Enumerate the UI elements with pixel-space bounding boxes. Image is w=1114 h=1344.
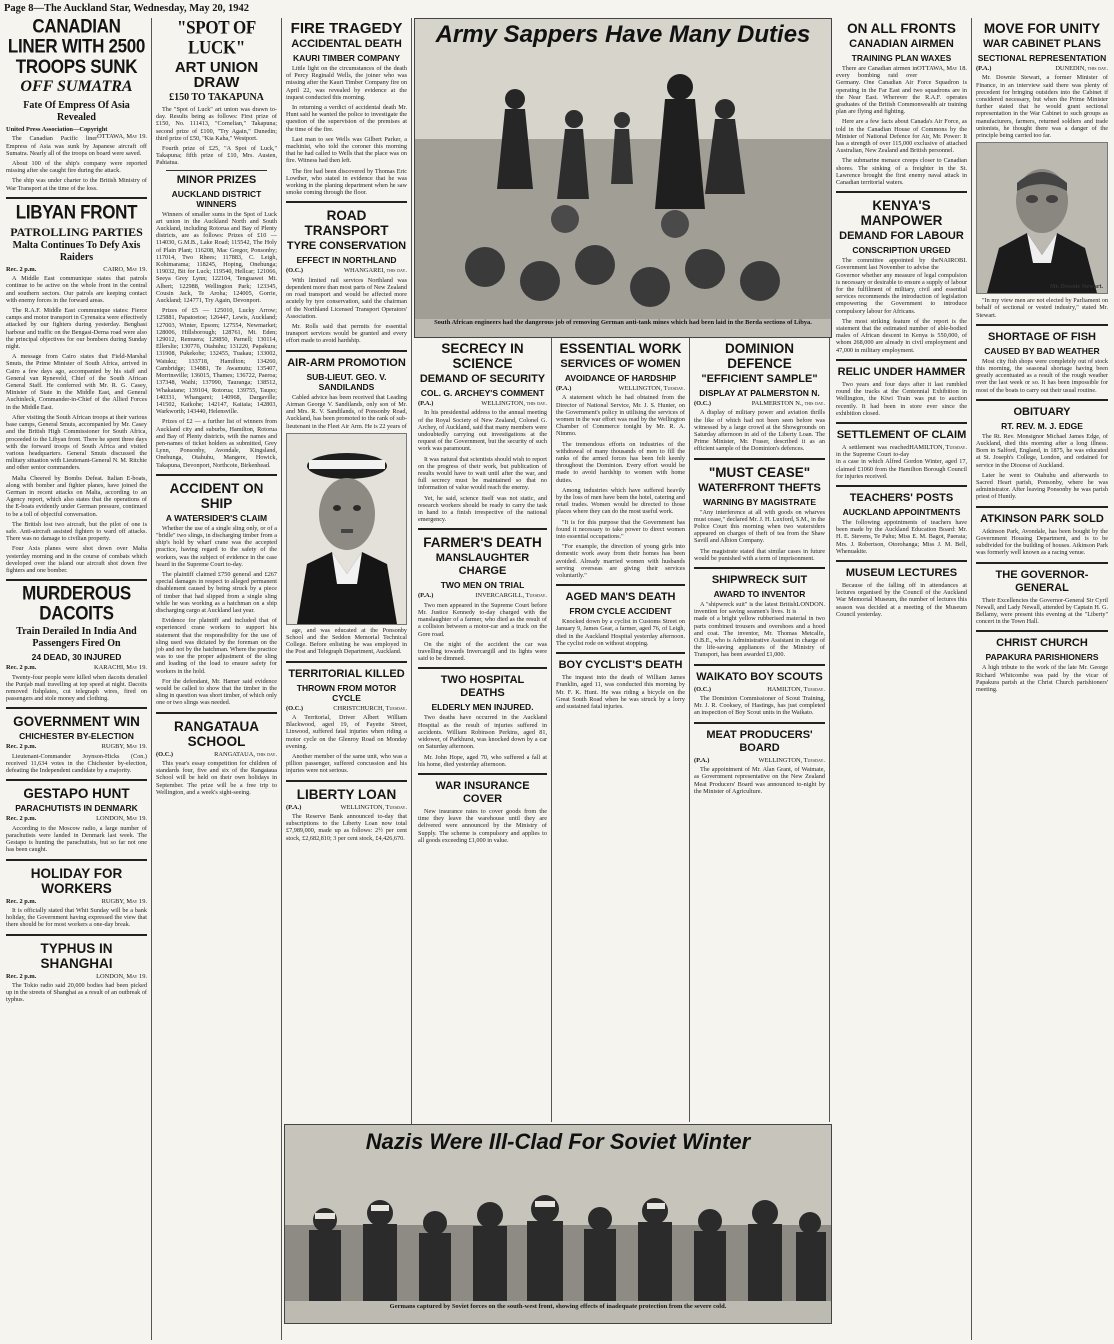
article-body: A display of military power and aviation thrills the like of which had not been seen before was witnessed by a large crowd at the Showgrounds on Saturday afternoon in aid of the Liberty Loan. The Prime Minister, Mr. Fraser, described it as an efficient sample of the Dominion's defences. <box>694 409 825 453</box>
article-body: Lieutenant-Commander Joynson-Hicks (Con.) received 11,634 votes in the Chichester by-election, defeating the Independent candidate by a majority. <box>6 752 147 775</box>
article-body: Yet, he said, science itself was not static, and research workers should be ready to carry the task in hand to a finish irrespective of the national emergency. <box>418 494 547 524</box>
photo-nazis-ill-clad <box>284 1124 832 1324</box>
article-body: The "Spot of Luck" art union was drawn to-day. Results being as follows: First prize of £150, No. 111413, "Cornelian," Takapuna; second prize of £100, "Try Again," Dunedin; third prize of £50, "Kia Kaha," Westport. <box>156 106 277 142</box>
article-body: In returning a verdict of accidental death Mr. Hunt said he wanted the police to investigate the question of the supervision of the premises at the time of the fire. <box>286 104 407 133</box>
column-3 <box>282 18 412 1130</box>
subhead-cycle-accident: FROM CYCLE ACCIDENT <box>569 606 672 617</box>
dateline: (P.A.) INVERCARGILL, Tuesday. <box>418 592 547 600</box>
headline-gestapo-hunt: GESTAPO HUNT <box>23 786 130 802</box>
article-body: Four Axis planes were shot down over Malta yesterday morning and in the course of combats which developed over the island our aircraft shot down five fighters and one bomber. <box>6 545 147 574</box>
headline-must-cease: "MUST CEASE" <box>708 464 811 480</box>
headline-aged-mans-death: AGED MAN'S DEATH <box>565 591 676 604</box>
headline-murderous-dacoits: MURDEROUS DACOITS <box>22 582 131 625</box>
dateline: United Press Association—Copyright OTTAWA, May 19. <box>6 126 147 141</box>
subhead-conscription-urged: CONSCRIPTION URGED <box>852 245 951 256</box>
headline-christ-church: CHRIST CHURCH <box>996 637 1088 650</box>
headline-essential-work: ESSENTIAL WORK <box>559 341 682 356</box>
article-body: This year's essay competition for children of standards four, five and six of the Rangataua School will be held on their own holidays in September. The prize will be a free trip to Wellington, and a week's sight-seeing. <box>156 760 277 796</box>
sappers-photo-image <box>415 19 831 319</box>
photo-caption-nazis: Germans captured by Soviet forces on the south-west front, showing effects of inadequate protection from the severe cold. <box>389 1303 727 1310</box>
subhead-canadian-airmen: CANADIAN AIRMEN <box>849 38 954 50</box>
headline-boy-cyclist: BOY CYCLIST'S DEATH <box>558 659 683 672</box>
photo-title-sappers: Army Sappers Have Many Duties <box>435 21 811 48</box>
article-body: The magistrate stated that similar cases in future would be punished with a term of imprisonment. <box>694 547 825 562</box>
article-body: Little light on the circumstances of the death of Percy Reginald Wells, the joiner who was missing after the Kauri Timber Company fire on April 22, was revealed by evidence at the inquest conducted this morning. <box>286 65 407 101</box>
headline-teachers-posts: TEACHERS' POSTS <box>849 491 954 504</box>
article-body: Here are a few facts about Canada's Air Force, as told in the Canadian House of Commons by the Minister of National Defence for Air, Mr. Power: It has a strength of over 115,000 exclusive of attached Australian, New Zealand and British personnel. <box>836 118 967 155</box>
article-body: A high tribute to the work of the late Mr. George Richard Whitcombe was paid by the vicar of Papakura parish at the Christ Church parishioners' meeting. <box>976 664 1108 693</box>
headline-atkinson-park: ATKINSON PARK SOLD <box>980 512 1104 525</box>
subhead-display-palmerston: DISPLAY AT PALMERSTON N. <box>699 388 820 398</box>
subhead-manslaughter: MANSLAUGHTER CHARGE <box>435 552 530 578</box>
article-body: Cabled advice has been received that Leading Airman George V. Sandilands, only son of Mr. and Mrs. R. V. Sandilands, of Ponsonby Road, Auckland, has been promoted to the rank of sub-lieutenant in the Fleet Air Arm. He is 22 years of <box>286 393 407 430</box>
column-2 <box>152 18 282 1340</box>
subhead-efficient-sample: "EFFICIENT SAMPLE" <box>701 373 818 385</box>
headline-farmers-death: FARMER'S DEATH <box>423 535 542 551</box>
article-body: Prizes of £5 — 125010, Lucky Arrow; 125881, Papatoetoe; 126447, Lewis, Auckland; 127003, Winter, Epsom; 127554, Newmarket; 128006, Hillsborough; 128761, Mt. Eden; 129012, Remuera; 129850, Parnell; 130114, Ellerslie; 130776, Otahuhu; 131220, Papakura; 131908, Pukekohe; 132455, Tuakau; 133002, Waiuku; 133718, Hamilton; 134260, Cambridge; 134881, Te Awamutu; 135407, Morrinsville; 136015, Thames; 136722, Paeroa; 137348, Waihi; 137990, Tauranga; 138512, Whakatane; 139104, Rotorua; 139755, Taupo; 140331, Whangarei; 140968, Dargaville; 141502, Kaikohe; 142147, Kaitaia; 142803, Warkworth; 143440, Helensville. <box>156 307 277 416</box>
downie-stewart-image <box>977 143 1107 293</box>
article-body: Two deaths have occurred in the Auckland Hospital as the result of injuries suffered in accidents. William Robinson Perkins, aged 81, widower, of Parkhurst, was knocked down by a car on Saturday afternoon. <box>418 714 547 751</box>
headline-move-for-unity: MOVE FOR UNITY <box>983 21 1101 36</box>
headline-shortage-fish: SHORTAGE OF FISH <box>988 330 1096 343</box>
subhead-war-cabinet: WAR CABINET PLANS <box>983 38 1101 50</box>
article-body: The plaintiff claimed £750 general and £267 special damages in respect to alleged permanent disablement caused by being struck by a piece of timber that had slipped from a single sling while he was working as a hatchman on a ship discharging cargo at Auckland last year. <box>156 570 277 614</box>
subhead-rt-rev-edge: RT. REV. M. J. EDGE <box>1001 420 1083 431</box>
article-body: The tremendous efforts on industries of the withdrawal of many thousands of men to fill the ranks of the armed forces has been felt keenly throughout the Dominion. Every effort would be made to avoid hardship to women with home duties. <box>556 440 685 484</box>
subhead-150-takapuna: £150 TO TAKAPUNA <box>169 92 264 103</box>
article-body: The Canadian Pacific liner Empress of Asia was sunk by Japanese aircraft off Sumatra. Nearly all of the troops on board were saved. <box>6 135 147 157</box>
headline-shipwreck-suit: SHIPWRECK SUIT <box>711 574 808 587</box>
sailor-portrait-image <box>287 434 407 624</box>
column-7: ON ALL FRONTS CANADIAN AIRMEN TRAINING PLAN WAXES OTTAWA, May 18. There are Canadian airmen in every bombing raid over Germany. One Canadian Air Force Squadron is operating in the Far East and two squadrons are in the Near East. Wherever the R.A.F. operates graduates of the British Commonwealth air training plan are flying and fighting. Here are a few facts about Canada's Air Force, as told in the Canadian House of Commons by the Minister of National Defence for Air, Mr. Power: It has a strength of over 115,000 exclusive of attached Australian, New Zealand and British personnel. The submarine menace creeps closer to Canadian shores. The sinking of a freighter in the St. Lawrence brought the first enemy naval attack in Canadian territorial waters. KENYA'S MANPOWER DEMAND FOR LABOUR CONSCRIPTION URGED NAIROBI. The committee appointed by the Government last November to advise the Governor whether any measure of legal compulsion is necessary or desirable to ensure a supply of labour for the fulfilment of military, civil and essential services recommends the introduction of legislation empowering the Government to introduce compulsory labour for Africans. The most striking feature of the report is the statement that the estimated number of able-bodied males of African descent in Kenya is 550,000, of whom 268,000 are already in civil employment and 47,000 in military employment. RELIC UNDER HAMMER Two years and four days after it last rumbled round the tracks at the Centennial Exhibition in Wellington, the Kiwi Train was put to auction recently. It had been in store ever since the exhibition closed. SETTLEMENT OF CLAIM HAMILTON, Tuesday. A settlement was reached in the Supreme Court to-day in a case in which Alfred Gordon Winter, aged 17, claimed £1060 from the Hamilton Borough Council for injuries received. TEACHERS' POSTS AUCKLAND APPOINTMENTS The following appointments of teachers have been made by the Auckland Education Board: Mr. H. E. Stevens, Te Pahu; Miss E. M. Bagot, Paerata; Mrs. J. Robertson, Otorohanga; Miss J. M. Bell, Whenuakite. MUSEUM LECTURES Because of the falling off in attendances at lectures organised by the Council of the Auckland War Memorial Museum, the number of lectures this season was decided at a meeting of the Museum Council yesterday. <box>832 18 972 1340</box>
headline-war-insurance: WAR INSURANCE COVER <box>435 779 530 805</box>
article-body: age, and was educated at the Ponsonby School and the Seddon Memorial Technical College. Before enlisting he was employed in the Post and Telegraph Department, Auckland. <box>286 626 407 656</box>
article-body: Mr. Downie Stewart, a former Minister of Finance, in an interview said there was plenty of precedent for bringing outsiders into the Cabinet if considered necessary, but when the Prime Minister further stated that he would grant sectional representation in the War Cabinet to such groups as manufacturers, farmers, returned soldiers and trade unionists, he thought there was a danger of the principle being carried too far. <box>976 74 1108 140</box>
article-body: A "shipwreck suit" is the latest British invention for saving seamen's lives. It is made of a bright yellow rubberised material in two parts combined trousers and overshoes and a hood and coat. The inventor, Mr. Thomas Metcalfe, O.B.E., who is Administrative Assistant in charge of the life-saving appliances of the Ministry of Transport, has been awarded £1,000. <box>694 601 825 659</box>
dateline: Rec. 2 p.m. CAIRO, May 19. <box>6 265 147 273</box>
article-body: In his presidential address to the annual meeting of the Royal Society of New Zealand, Colonel G. Archey, of Auckland, said that many members were undoubtedly carrying out investigations at the request of the Government, but the security of such work was paramount. <box>418 409 547 453</box>
dateline: Rec. 2 p.m. KARACHI, May 19. <box>6 664 147 672</box>
dateline: (O.C.) RANGATAUA, this day. <box>156 750 277 758</box>
article-body: The British lost two aircraft, but the pilot of one is safe. Anti-aircraft assisted fighters to ward off attacks. There was no damage to civilian property. <box>6 520 147 543</box>
article-body: Last man to see Wells was Gilbert Parker, a machinist, who told the coroner this morning that he had called to Wells that the place was on fire. Witness had then left. <box>286 135 407 165</box>
article-body: The appointment of Mr. Alan Grant, of Waimate, as Government representative on the New Zealand Meat Producers' Board was announced to-night by the Minister of Agriculture. <box>694 766 825 795</box>
article-body: A settlement was reached in the Supreme Court to-day in a case in which Alfred Gordon Winter, aged 17, claimed £1060 from the Hamilton Borough Council for injuries received. <box>836 443 967 480</box>
article-body: The Reserve Bank announced to-day that subscriptions to the Liberty Loan now total £7,989,000, made up as follows: 2½ per cent stock, £2,682,810; 3 per cent stock, £4,426,670. <box>286 812 407 842</box>
dateline: (P.A.) WELLINGTON, Tuesday. <box>556 385 685 392</box>
article-body: On the night of the accident the car was travelling towards Invercargill and its lights were said to be dimmed. <box>418 640 547 663</box>
subhead-sectional-rep: SECTIONAL REPRESENTATION <box>977 53 1107 63</box>
article-body: Atkinson Park, Avondale, has been bought by the Government Housing Department, and is to be subdivided for the building of houses. Atkinson Park was formerly well known as a racing venue. <box>976 527 1108 557</box>
article-body: A message from Cairo states that Field-Marshal Smuts, the Prime Minister of South Africa, arrived in Cairo a few days ago, accompanied by his staff and General van Ryneveld, Chief of the South African General Staff. He conferred with Mr. R. G. Casey, Minister of State in the Middle East, and General Auchinleck, Commander-in-Chief of the Allied Forces in the Middle East. <box>6 353 147 411</box>
subhead-thrown-motor-cycle: THROWN FROM MOTOR CYCLE <box>296 682 397 703</box>
subhead-malta: Malta Continues To Defy Axis Raiders <box>12 239 141 263</box>
headline-spot-of-luck: "SPOT OF LUCK" <box>177 18 256 59</box>
subhead-papakura: PAPAKURA PARISHIONERS <box>985 652 1099 663</box>
dateline: (P.A.) WELLINGTON, Tuesday. <box>286 803 407 811</box>
article-body: Mr. John Hope, aged 70, who suffered a fall at his home, died yesterday afternoon. <box>418 753 547 768</box>
article-body: Evidence for plaintiff and included that of experienced crane workers to support his statement that the responsibility for the use of sling used was dictated by the foreman on the job and not by the hatchman. Where the practice was to use the proper adjustment of the sling and loading of the load to ensure safety for workers in the hold. <box>156 617 277 675</box>
article-body: The R.A.F. Middle East communique states: Fierce camps and motor transport in Cyrenaica were effectively attacked by our fighters during yesterday. Benghasi harbour and traffic on the Bengasi-Derna road were also the principal objectives for our bombers during Sunday night. <box>6 307 147 351</box>
dateline: (P.A.) DUNEDIN, this day. <box>976 65 1108 72</box>
article-body: The Rt. Rev. Monsignor Michael James Edge, of Auckland, died this morning after a long illness. Born in Salford, England, in 1875, he was educated at St. Joseph's College, London, and ordained for service in the Diocese of Auckland. <box>976 432 1108 469</box>
article-body: Whether the use of a single sling only, or of a "bridle" two slings, in discharging timber from a ship's hold by wharf crane was the accepted practice, having regard to the safety of the workers, was the subject of evidence in the case heard in the Supreme Court to-day. <box>156 524 277 568</box>
dateline: (O.C.) WHANGAREI, this day. <box>286 267 407 275</box>
subhead-accidental-death: ACCIDENTAL DEATH <box>291 38 402 50</box>
article-body: Malta Cheered by Bombs Defeat. Italian E-boats, along with bomber and fighter planes, have joined the German in recent attacks on Malta, according to an Agency report, which also states that the operations of the E-boats evidently under German pressure, continued to be a toll of objectful conversation. <box>6 474 147 518</box>
headline-canadian-liner: CANADIAN LINER WITH 2500 TROOPS SUNK <box>7 18 146 78</box>
dateline: (P.A.) WELLINGTON, this day. <box>418 400 547 407</box>
subhead-demand-security: DEMAND OF SECURITY <box>419 373 546 385</box>
subhead-warning-magistrate: WARNING BY MAGISTRATE <box>702 496 817 507</box>
subhead-parachutists: PARACHUTISTS IN DENMARK <box>15 803 138 814</box>
subhead-training-plan: TRAINING PLAN WAXES <box>851 53 952 63</box>
article-body: The most striking feature of the report is the statement that the estimated number of able-bodied males of African descent in Kenya is 550,000, of whom 268,000 are already in civil employment and 47,000 in military employment. <box>836 317 967 354</box>
subhead-effect-northland: EFFECT IN NORTHLAND <box>296 255 397 266</box>
article-body: After visiting the South African troops at their various base camps, General Smuts, accompanied by Mr. Casey and the British High Commissioner for South Africa, proceeded to the Libyan front. There he spent three days with the forward troops of South Africa and visited various headquarters. General Smuts discussed the military situation with Lieutenant-General N. M. Ritchie and other senior commanders. <box>6 413 147 472</box>
article-body: The committee appointed by the Government last November to advise the Governor whether any measure of legal compulsion is necessary or desirable to ensure a supply of labour for the fulfilment of military, civil and essential services recommends the introduction of legislation empowering the Government to introduce compulsory labour for Africans. <box>836 257 967 315</box>
subhead-two-men-trial: TWO MEN ON TRIAL <box>440 580 525 591</box>
headline-kenyas-manpower: KENYA'S MANPOWER <box>860 198 943 229</box>
article-body: The fire had been discovered by Thomas Eric Lowther, who stated in evidence that he was working in the planing department when he saw smoke coming through the floor. <box>286 167 407 197</box>
article-body: Because of the falling off in attendances at lectures organised by the Council of the Auckland War Memorial Museum, the number of lectures this season was decided at a meeting of the Museum Council yesterday. <box>836 581 967 618</box>
portrait-downie-stewart <box>976 142 1108 294</box>
headline-museum-lectures: MUSEUM LECTURES <box>845 566 958 579</box>
headline-typhus: TYPHUS IN SHANGHAI <box>40 940 113 971</box>
article-body: Their Excellencies the Governor-General Sir Cyril Newall, and Lady Newall, attended by Captain H. G. Bellamy, were present this evening at the "Liberty" concert in the Town Hall. <box>976 596 1108 626</box>
column-8 <box>972 18 1112 1340</box>
headline-territorial-killed: TERRITORIAL KILLED <box>288 667 405 680</box>
article-body: The inquest into the death of William James Franklin, aged 11, was conducted this morning by Mr. F. K. Hunt. He was riding a bicycle on the Great South Road when he was struck by a lorry and sustained fatal injuries. <box>556 674 685 710</box>
subhead-waterfront-thefts: WATERFRONT THEFTS <box>698 481 821 494</box>
article-body: Mr. Rolls said that permits for essential transport services would be granted and every effort made to avoid hardship. <box>286 323 407 345</box>
article-body: Two men appeared in the Supreme Court before Mr. Justice Kennedy to-day charged with the manslaughter of a farmer, who died as the result of a collision between a motor-car and a truck on the Gore road. <box>418 601 547 638</box>
subhead-off-sumatra: OFF SUMATRA <box>20 78 133 95</box>
photo-title-nazis: Nazis Were Ill-Clad For Soviet Winter <box>365 1129 751 1154</box>
article-body: The Dominion Commissioner of Scout Training, Mr. J. R. Cooksey, of Hastings, has just completed an inspection of Boy Scout units in the Waikato. <box>694 695 825 717</box>
subhead-auckland-winners: AUCKLAND DISTRICT WINNERS <box>171 188 262 209</box>
subhead-elderly-men: ELDERLY MEN INJURED. <box>431 702 534 713</box>
dateline: (O.C.) PALMERSTON N., this day. <box>694 400 825 407</box>
headline-dominion-defence: DOMINION DEFENCE <box>725 341 794 371</box>
article-body: Most city fish shops were completely out of stock this morning, the seasonal shortage having been greatly accentuated as a result of the rough weather over the last week or so. It has been impossible for most of the boats to carry out their usual routine. <box>976 357 1108 394</box>
dateline: Rec. 2 p.m. RUGBY, May 19. <box>6 897 147 905</box>
headline-governor-general: THE GOVERNOR-GENERAL <box>995 568 1089 594</box>
article-body: A Middle East communique states that patrols continue to be active on the whole front in the central and southern sectors. Our patrols are keeping contact with enemy forces in the forward areas. <box>6 275 147 304</box>
headline-liberty-loan: LIBERTY LOAN <box>296 786 397 802</box>
portrait-caption: Mr. Downie Stewart. <box>1049 284 1103 291</box>
column-4 <box>414 338 552 1122</box>
headline-secrecy-science: SECRECY IN SCIENCE <box>441 341 524 371</box>
article-body: A Territorial, Driver Albert William Blackwood, aged 19, of Fayette Street, Linwood, suffered fatal injuries when riding a motor cycle on the Glenroy Road on Monday evening. <box>286 713 407 750</box>
subhead-tyre-conservation: TYRE CONSERVATION <box>286 240 407 253</box>
subhead-bad-weather: CAUSED BY BAD WEATHER <box>984 345 1100 356</box>
article-body: "In my view men are not elected by Parliament on behalf of sectional or vested industry," stated Mr. Stewart. <box>976 297 1108 319</box>
article-body: Knocked down by a cyclist in Customs Street on January 9, James Gear, a farmer, aged 76, of Leigh, died in the Auckland Hospital yesterday afternoon. The cyclist rode on without stopping. <box>556 618 685 647</box>
subhead-services-women: SERVICES OF WOMEN <box>560 358 681 370</box>
headline-rangataua-school: RANGATAUA SCHOOL <box>174 718 259 749</box>
article-body: About 100 of the ship's company were reported missing after she caught fire during the attack. <box>6 160 147 175</box>
dateline: Rec. 2 p.m. LONDON, May 19. <box>6 815 147 823</box>
article-body: It is officially stated that Whit Sunday will be a bank holiday, the Government having expressed the view that there should be for most workers a one-day break. <box>6 907 147 929</box>
headline-relic-hammer: RELIC UNDER HAMMER <box>837 365 966 378</box>
headline-fire-tragedy: FIRE TRAGEDY <box>290 20 403 37</box>
subhead-demand-labour: DEMAND FOR LABOUR <box>839 230 964 243</box>
photo-caption-sappers: South African engineers had the dangerous job of removing German anti-tank mines which had been laid in the Berda sections of Libya. <box>434 319 812 326</box>
column-1 <box>2 18 152 1340</box>
subhead-award-inventor: AWARD TO INVENTOR <box>713 589 806 600</box>
subhead-avoidance-hardship: AVOIDANCE OF HARDSHIP <box>564 373 677 383</box>
headline-obituary: OBITUARY <box>1013 405 1071 418</box>
article-body: The following appointments of teachers have been made by the Auckland Education Board: Mr. H. E. Stevens, Te Pahu; Miss E. M. Bagot, Paerata; Mrs. J. Robertson, Otorohanga; Miss J. M. Bell, Whenuakite. <box>836 518 967 555</box>
subhead-col-archey: COL. G. ARCHEY'S COMMENT <box>420 388 545 398</box>
subhead-patrolling-parties: PATROLLING PARTIES <box>10 224 143 239</box>
headline-minor-prizes: MINOR PRIZES <box>176 173 257 186</box>
article-body: Two years and four days after it last rumbled round the tracks at the Centennial Exhibition in Wellington, the Kiwi Train was put to auction recently. It had been in store ever since the exhibition closed. <box>836 380 967 417</box>
headline-air-arm-promotion: AIR-ARM PROMOTION <box>287 356 406 369</box>
headline-libyan-front: LIBYAN FRONT <box>15 201 138 223</box>
article-body: Fourth prize of £25, "A Spot of Luck," Takapuna; fifth prize of £10, Mrs. Austen, Pahiatua. <box>156 145 277 167</box>
article-body: Twenty-four people were killed when dacoits derailed the Punjab mail travelling at top speed at night. Dacoits removed fishplates, cut telegraph wires, fired on passengers and stole money and clothing. <box>6 673 147 703</box>
headline-waikato-scouts: WAIKATO BOY SCOUTS <box>696 670 823 683</box>
subhead-24-dead: 24 DEAD, 30 INJURED <box>31 652 122 663</box>
article-body: The Tokio radio said 20,000 bodies had been picked up in the streets of Shanghai as a result of an outbreak of typhus. <box>6 982 147 1004</box>
subhead-watersider-claim: A WATERSIDER'S CLAIM <box>165 512 268 523</box>
dateline: (O.C.) CHRISTCHURCH, Tuesday. <box>286 704 407 712</box>
dateline: Rec. 2 p.m. LONDON, May 19. <box>6 972 147 980</box>
article-body: Prizes of £2 — a further list of winners from Auckland city and suburbs, Hamilton, Rotorua and Bay of Plenty districts, with the names and pen-names of ticket holders as submitted, Grey Lynn, Ponsonby, Avondale, Kingsland, Onehunga, Otahuhu, Mangere, Howick, Takapuna, Devonport, Northcote, Birkenhead. <box>156 418 277 469</box>
subhead-sandilands: SUB-LIEUT. GEO. V. SANDILANDS <box>306 371 387 392</box>
article-body: Later he went to Otahuhu and afterwards to Sacred Heart parish, Ponsonby, where he was administrator. After leaving Ponsonby he was parish priest of Huntly. <box>976 471 1108 501</box>
article-body: There are Canadian airmen in every bombing raid over Germany. One Canadian Air Force Squadron is operating in the Far East and two squadrons are in the Near East. Wherever the R.A.F. operates graduates of the British Commonwealth air training plan are flying and fighting. <box>836 65 967 116</box>
headline-holiday-workers: HOLIDAY FOR WORKERS <box>30 865 123 896</box>
portrait-photo <box>286 433 407 625</box>
article-body: For the defendant, Mr. Hamer said evidence would be called to show that the timber in the sling in question was short timber, of which only one or two slings was needed. <box>156 677 277 707</box>
masthead: Page 8—The Auckland Star, Wednesday, May 20, 1942 <box>4 3 250 14</box>
headline-meat-producers: MEAT PRODUCERS' BOARD <box>706 728 813 754</box>
photo-army-sappers <box>414 18 832 338</box>
article-body: With limited rail services Northland was dependent more than most parts of New Zealand on road transport and would be affected more acutely by tyre conservation, said the chairman of the Northland Licensed Transport Operators' Association. <box>286 276 407 320</box>
article-body: A statement which he had obtained from the Director of National Service, Mr. J. S. Hunter, on the Government's policy in utilising the services of women in the war effort was read by the Wellington Chamber of Commerce tonight by Mr. R. A. Nimmo. <box>556 394 685 438</box>
subhead-auckland-appointments: AUCKLAND APPOINTMENTS <box>842 506 961 517</box>
headline-accident-on-ship: ACCIDENT ON SHIP <box>169 480 264 511</box>
headline-two-hospital-deaths: TWO HOSPITAL DEATHS <box>440 674 525 700</box>
article-body: Another member of the same unit, who was a pillion passenger, suffered concussion and his injuries were not serious. <box>286 752 407 775</box>
headline-government-win: GOVERNMENT WIN <box>13 714 140 730</box>
column-6: DOMINION DEFENCE "EFFICIENT SAMPLE" DISPLAY AT PALMERSTON N. (O.C.) PALMERSTON N., this day. A display of military power and aviation thrills the like of which had not been seen before was witnessed by a large crowd at the Showgrounds on Saturday afternoon in aid of the Liberty Loan. The Prime Minister, Mr. Fraser, described it as an efficient sample of the Dominion's defences. "MUST CEASE" WATERFRONT THEFTS WARNING BY MAGISTRATE "Any interference at all with goods on wharves must cease," declared Mr. J. H. Luxford, S.M., in the Police Court this morning when two watersiders appeared on charges of theft of tea from the Shaw Savill and Albion Company. The magistrate stated that similar cases in future would be punished with a term of imprisonment. SHIPWRECK SUIT AWARD TO INVENTOR LONDON. A "shipwreck suit" is the latest British invention for saving seamen's lives. It is made of a bright yellow rubberised material in two parts combined trousers and overshoes and a hood and coat. The inventor, Mr. Thomas Metcalfe, O.B.E., who is Administrative Assistant in charge of the life-saving appliances of the Ministry of Transport, has been awarded £1,000. WAIKATO BOY SCOUTS (O.C.) HAMILTON, Tuesday. The Dominion Commissioner of Scout Training, Mr. J. R. Cooksey, of Hastings, has just completed an inspection of Boy Scout units in the Waikato. MEAT PRODUCERS' BOARD (P.A.) WELLINGTON, Tuesday. The appointment of Mr. Alan Grant, of Waimate, as Government representative on the New Zealand Meat Producers' Board was announced to-night by the Minister of Agriculture. <box>690 338 830 1122</box>
article-body: "For example, the direction of young girls into domestic work away from their homes has been avoided. Already married women with husbands serving overseas are giving their services voluntarily." <box>556 543 685 580</box>
subhead-art-union-draw: ART UNION DRAW <box>174 59 259 91</box>
article-body: Winners of smaller sums in the Spot of Luck art union in the Auckland North and South Auckland, including Rotorua and Bay of Plenty districts, are as follows: Prizes of £10 — 114030, G.M.B., Lake Road; 115542, The Holy of Plain Plant; 116208, Mac Gregor, Ponsonby; 117014, Two Rhees; 117883, C. Leigh, Kohimarama; 118245, Hoping, Onehunga; 119032, Bit for Luck; 119540, Hellcar; 121066, Seeya Grey Lynn; 122104, Tenguawei Mt. Albert; 122988, Wellington Park; 123345, Cousin Jack, Te Aroha; 124005, Gorrie, Auckland; 124771, Try Again, Devonport. <box>156 210 277 305</box>
subhead-kauri-timber: KAURI TIMBER COMPANY <box>292 53 401 63</box>
article-body: The ship was under charter to the British Ministry of War Transport at the time of the loss. <box>6 177 147 192</box>
headline-road-transport: ROAD TRANSPORT <box>304 208 389 239</box>
article-body: "Any interference at all with goods on wharves must cease," declared Mr. J. H. Luxford, S.M., in the Police Court this morning when two watersiders appeared on charges of theft of tea from the Shaw Savill and Albion Company. <box>694 508 825 545</box>
subhead-train-derailed: Train Derailed In India And Passengers Fired On <box>16 626 137 650</box>
article-body: "It is for this purpose that the Government has found it necessary to take power to direct women into essential occupations." <box>556 518 685 541</box>
article-body: According to the Moscow radio, a large number of parachutists were landed in Denmark last week. The Gestapo is hunting the parachutists, but so far not one has been caught. <box>6 824 147 854</box>
article-body: Among industries which have suffered heavily by the loss of men have been the hotel, catering and retail trades. Women would be directed to those places where they can do the most useful work. <box>556 486 685 516</box>
dateline: (P.A.) WELLINGTON, Tuesday. <box>694 756 825 764</box>
headline-settlement-claim: SETTLEMENT OF CLAIM <box>836 428 967 441</box>
article-body: New insurance rates to cover goods from the time they leave the warehouse until they are delivered were announced by the Ministry of Supply. The scheme is compulsory and applies to all goods exceeding £1,000 in value. <box>418 807 547 844</box>
dateline: Rec. 2 p.m. RUGBY, May 19. <box>6 743 147 751</box>
column-5 <box>552 338 690 1122</box>
article-body: The submarine menace creeps closer to Canadian shores. The sinking of a freighter in the St. Lawrence brought the first enemy naval attack in Canadian territorial waters. <box>836 157 967 187</box>
subhead-chichester: CHICHESTER BY-ELECTION <box>19 731 134 742</box>
dateline: (O.C.) HAMILTON, Tuesday. <box>694 685 825 693</box>
article-body: It was natural that scientists should wish to report on the progress of their work, but publication of results would have to wait until after the war, and full secrecy must be maintained so that no information of value would reach the enemy. <box>418 455 547 492</box>
headline-on-all-fronts: ON ALL FRONTS <box>847 21 956 36</box>
subhead-empress-of-asia: Fate Of Empress Of Asia Revealed <box>23 100 130 123</box>
